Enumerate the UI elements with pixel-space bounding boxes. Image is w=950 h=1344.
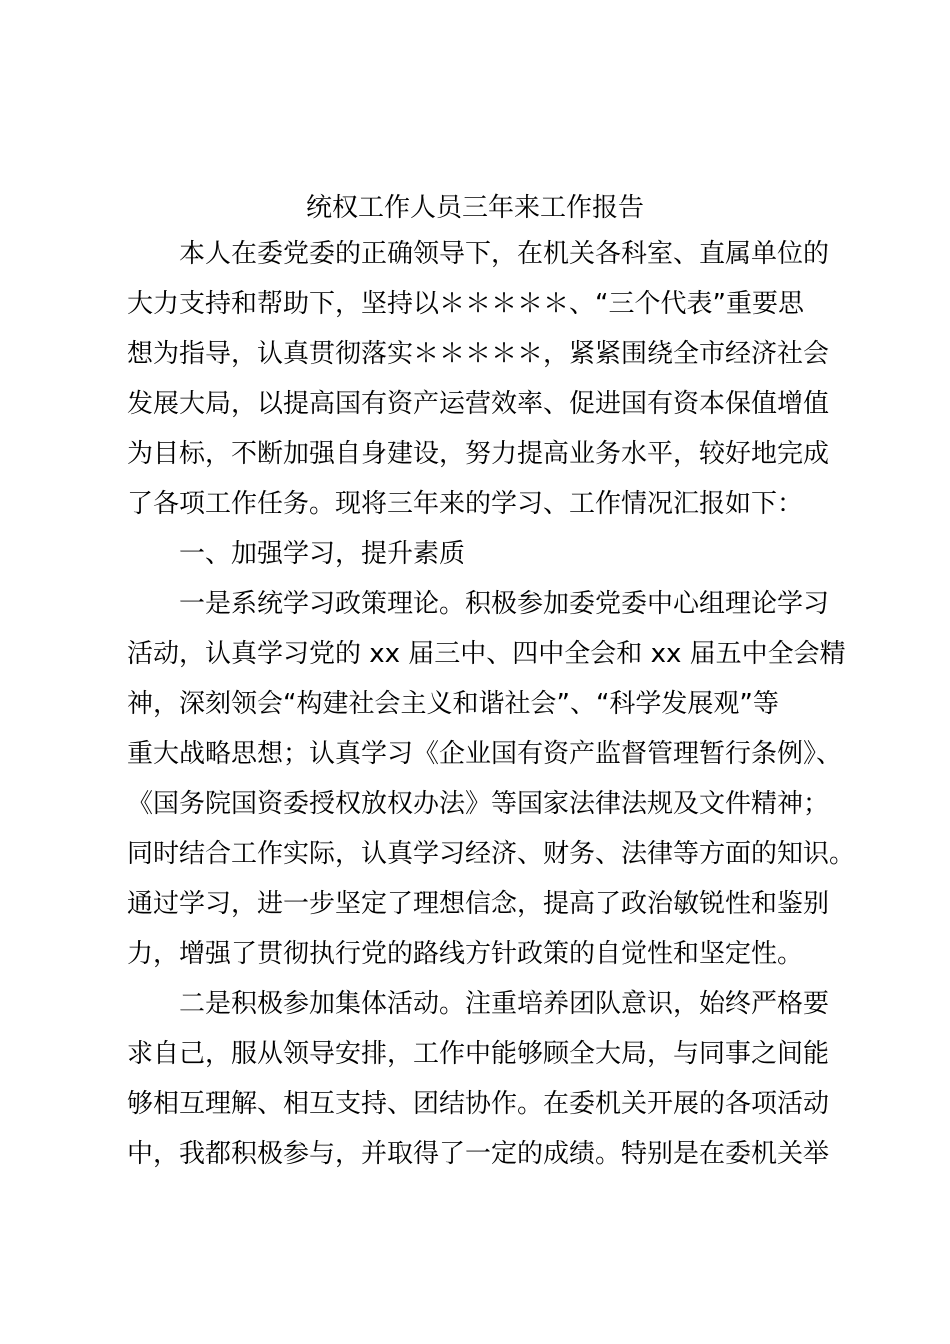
section-heading: 一、加强学习，提升素质 xyxy=(179,539,466,569)
paragraph-line: 大力支持和帮助下，坚持以＊＊＊＊＊、“三个代表”重要思 xyxy=(127,289,804,319)
paragraph-line: 通过学习，进一步坚定了理想信念，提高了政治敏锐性和鉴别 xyxy=(127,889,830,919)
paragraph-line: 同时结合工作实际，认真学习经济、财务、法律等方面的知识。 xyxy=(127,839,856,869)
paragraph-line: 发展大局，以提高国有资产运营效率、促进国有资本保值增值 xyxy=(127,389,830,419)
paragraph-line: 神，深刻领会“构建社会主义和谐社会”、“科学发展观”等 xyxy=(127,689,779,719)
paragraph-line: 《国务院国资委授权放权办法》等国家法律法规及文件精神； xyxy=(127,789,830,819)
paragraph-line: 了各项工作任务。现将三年来的学习、工作情况汇报如下： xyxy=(127,489,804,519)
paragraph-line: 为目标，不断加强自身建设，努力提高业务水平，较好地完成 xyxy=(127,439,830,469)
paragraph-line: 想为指导，认真贯彻落实＊＊＊＊＊，紧紧围绕全市经济社会 xyxy=(127,339,830,369)
paragraph-line: 中，我都积极参与，并取得了一定的成绩。特别是在委机关举 xyxy=(127,1139,830,1169)
paragraph-line: 够相互理解、相互支持、团结协作。在委机关开展的各项活动 xyxy=(127,1089,830,1119)
document-body xyxy=(127,229,856,1179)
paragraph-line: 二是积极参加集体活动。注重培养团队意识，始终严格要 xyxy=(179,989,830,1019)
paragraph-line: 本人在委党委的正确领导下，在机关各科室、直属单位的 xyxy=(179,239,830,269)
paragraph-line: 重大战略思想；认真学习《企业国有资产监督管理暂行条例》、 xyxy=(127,739,843,769)
document-title: 统权工作人员三年来工作报告 xyxy=(305,193,644,223)
paragraph-line: 活动，认真学习党的 xx 届三中、四中全会和 xx 届五中全会精 xyxy=(127,639,846,669)
paragraph-line: 求自己，服从领导安排，工作中能够顾全大局，与同事之间能 xyxy=(127,1039,830,1069)
paragraph-line: 力，增强了贯彻执行党的路线方针政策的自觉性和坚定性。 xyxy=(127,939,804,969)
paragraph-line: 一是系统学习政策理论。积极参加委党委中心组理论学习 xyxy=(179,589,830,619)
